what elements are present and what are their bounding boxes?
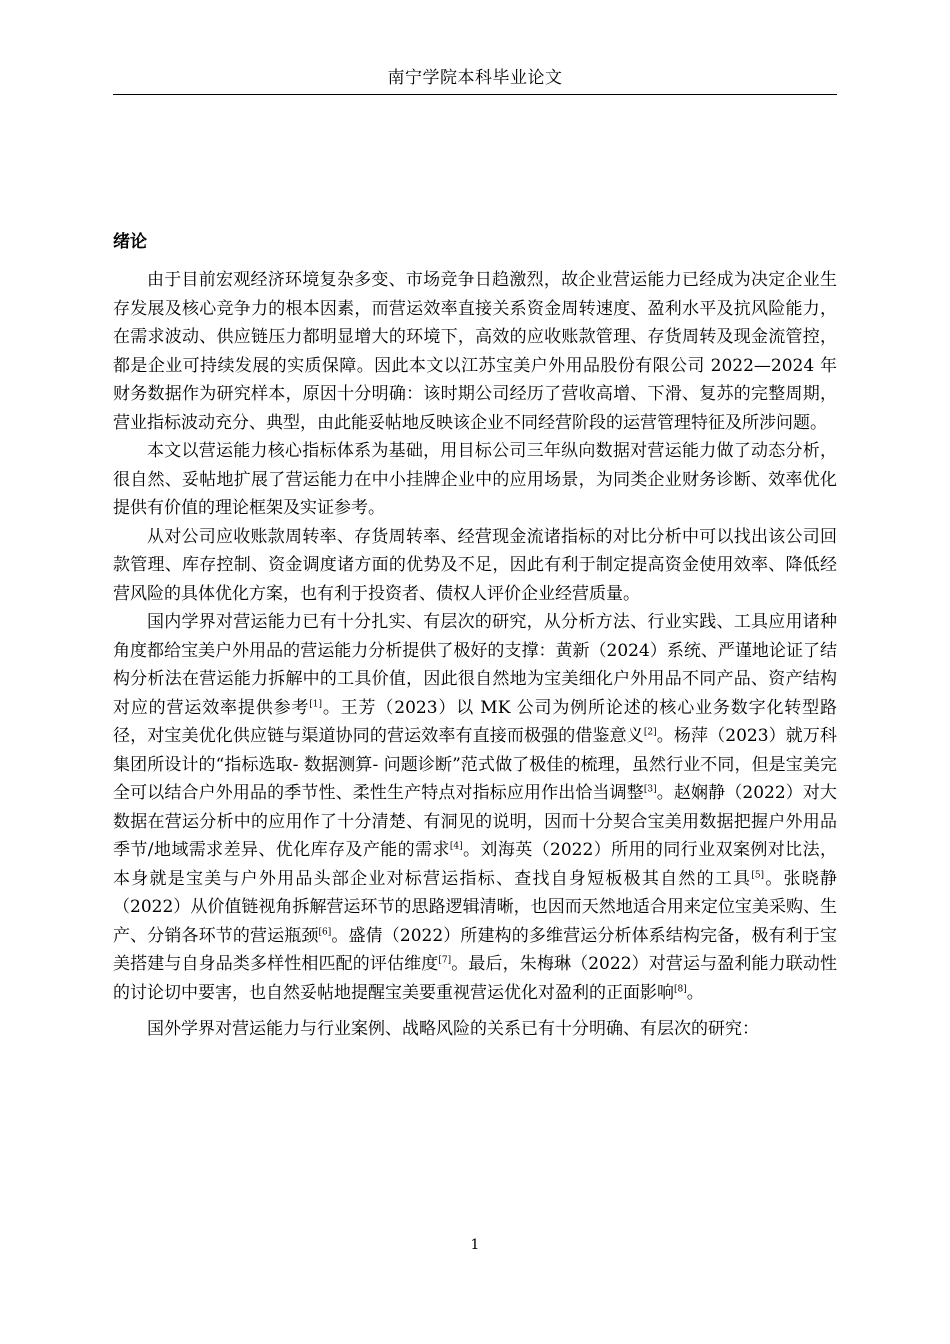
- header-rule: [113, 94, 837, 95]
- body-text: [113, 266, 837, 1044]
- citation-marker: [7]: [438, 955, 452, 966]
- text-segment: 。: [686, 982, 704, 1003]
- page-number: 1: [470, 1237, 480, 1253]
- citation-marker: [1]: [309, 698, 323, 709]
- text-segment: 。赵娴静（2022）对大数据在营运分析中的应用作了十分清楚、有洞见的说明，因而十分契合宝美用数据把握户外用品季节/地域需求差异、优化库存及产能的需求: [113, 783, 838, 860]
- paragraph-literature-review: [113, 608, 837, 1007]
- citation-marker: [5]: [751, 869, 765, 880]
- citation-marker: [8]: [674, 983, 687, 994]
- text-segment: 。张晓静（2022）从价值链视角拆解营运环节的思路逻辑清晰，也因而天然地适合用来定位宝美采购、生产、分销各环节的营运瓶颈: [113, 868, 838, 946]
- citation-marker: [3]: [643, 784, 657, 795]
- citation-marker: [2]: [643, 727, 657, 738]
- text-segment: 。刘海英（2022）所用的同行业双案例对比法，本身就是宝美与户外用品头部企业对标营运指标、查找自身短板极其自然的工具: [113, 840, 837, 889]
- paragraph: 本文以营运能力核心指标体系为基础，用目标公司三年纵向数据对营运能力做了动态分析，很自然、妥帖地扩展了营运能力在中小挂牌企业中的应用场景，为同类企业财务诊断、效率优化提供有价值的理论框架及实证参考。: [113, 441, 837, 518]
- section-heading: 绪论: [113, 232, 147, 252]
- paragraph: 国外学界对营运能力与行业案例、战略风险的关系已有十分明确、有层次的研究：: [147, 1019, 759, 1039]
- paragraph: 从对公司应收账款周转率、存货周转率、经营现金流诸指标的对比分析中可以找出该公司回款管理、库存控制、资金调度诸方面的优势及不足，因此有利于制定提高资金使用效率、降低经营风险的具体优化方案，也有利于投资者、债权人评价企业经营质量。: [113, 526, 837, 604]
- paragraph: 由于目前宏观经济环境复杂多变、市场竞争日趋激烈，故企业营运能力已经成为决定企业生存发展及核心竞争力的根本因素，而营运效率直接关系资金周转速度、盈利水平及抗风险能力，在需求波动、供应链压力都明显增大的环境下，高效的应收账款管理、存货周转及现金流管控，都是企业可持续发展的实质保障。因此本文以江苏宝美户外用品股份有限公司 2022—2024 年财务数据作为研究样本，原因十分明确：该时期公司经历了营收高增、下滑、复苏的完整周期，营业指标波动充分、典型，由此能妥帖地反映该企业不同经营阶段的运营管理特征及所涉问题。: [113, 270, 837, 433]
- citation-marker: [6]: [318, 926, 332, 937]
- running-header: 南宁学院本科毕业论文: [387, 68, 563, 88]
- text-segment: 。杨萍（2023）就万科集团所设计的“指标选取- 数据测算- 问题诊断”范式做了极佳的梳理，虽然行业不同，但是宝美完全可以结合户外用品的季节性、柔性生产特点对指标应用作出恰当调整: [113, 726, 838, 803]
- text-segment: 。王芳（2023）以 MK 公司为例所论述的核心业务数字化转型路径，对宝美优化供应链与渠道协同的营运效率有直接而极强的借鉴意义: [113, 697, 837, 746]
- text-segment: 。盛倩（2022）所建构的多维营运分析体系结构完备，极有利于宝美搭建与自身品类多样性相匹配的评估维度: [113, 925, 838, 974]
- citation-marker: [4]: [449, 841, 463, 852]
- text-segment: 国内学界对营运能力已有十分扎实、有层次的研究，从分析方法、行业实践、工具应用诸种角度都给宝美户外用品的营运能力分析提供了极好的支撑：黄新（2024）系统、严谨地论证了结构分析法在营运能力拆解中的工具价值，因此很自然地为宝美细化户外用品不同产品、资产结构对应的营运效率提供参考: [113, 612, 837, 718]
- text-segment: 。最后，朱梅琳（2022）对营运与盈利能力联动性的讨论切中要害，也自然妥帖地提醒宝美要重视营运优化对盈利的正面影响: [113, 954, 838, 1003]
